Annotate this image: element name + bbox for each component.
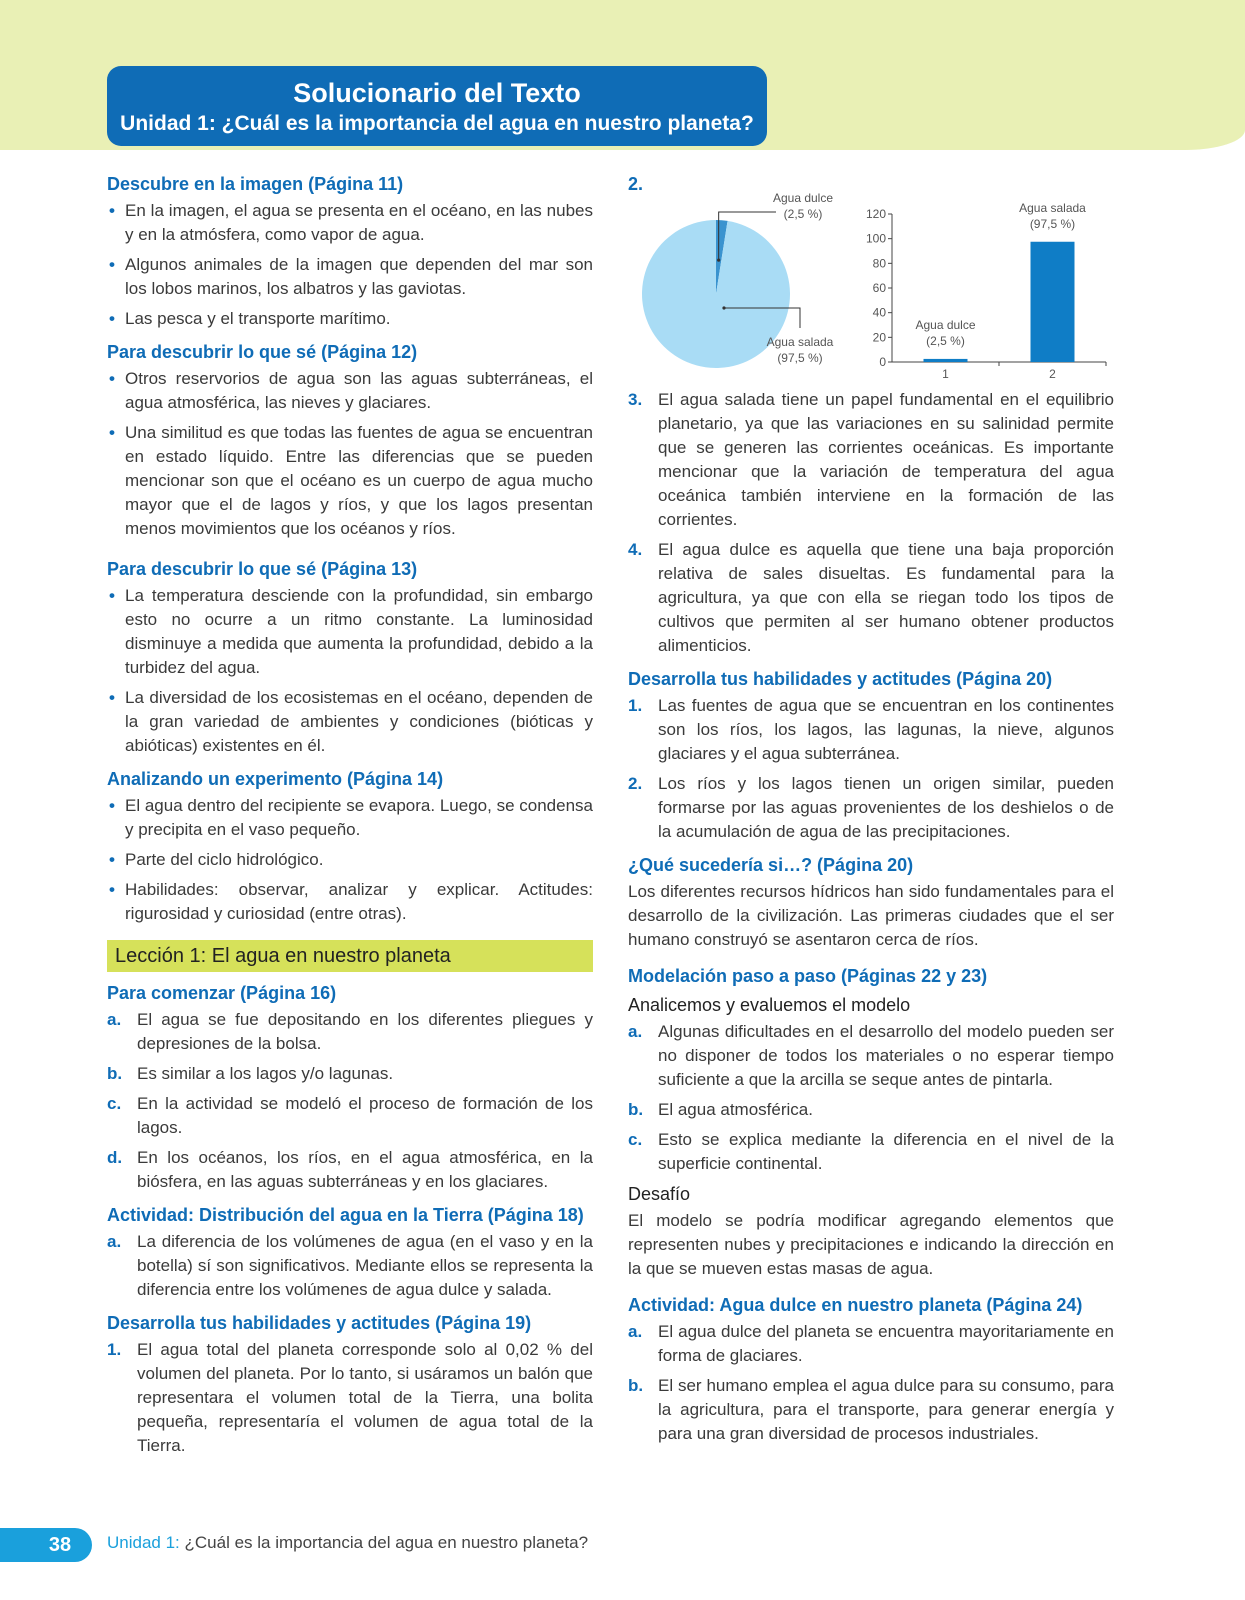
bullet-list: [107, 794, 593, 926]
item-text: Algunas dificultades en el desarrollo del modelo pueden ser no disponer de todos los materiales o no esperar tiempo suficiente a que la arcilla se seque antes de pintarla.: [658, 1022, 1114, 1089]
section-heading: ¿Qué sucedería si…? (Página 20): [628, 855, 914, 875]
item-text: El agua total del planeta corresponde solo al 0,02 % del volumen del planeta. Por lo tanto, si usáramos un balón que representara el volumen total de la Tierra, una bolita pequeña, representaría el volumen de agua total de la Tierra.: [137, 1340, 593, 1455]
section-heading: Descubre en la imagen (Página 11): [107, 174, 404, 194]
page-number: 38: [0, 1528, 92, 1562]
item-text: En los océanos, los ríos, en el agua atmosférica, en la biósfera, en las aguas subterráneas y en los glaciares.: [137, 1148, 593, 1191]
pie-label: (2,5 %): [783, 207, 823, 221]
section-heading: Desarrolla tus habilidades y actitudes (Página 20): [628, 669, 1053, 689]
x-tick-label: 2: [1049, 367, 1056, 381]
item-marker: a.: [628, 1322, 643, 1341]
title-box: [107, 66, 767, 146]
page-title: Solucionario del Texto: [293, 78, 581, 108]
item-text: En la actividad se modeló el proceso de formación de los lagos.: [137, 1094, 593, 1137]
item-text: Esto se explica mediante la diferencia en el nivel de la superficie continental.: [658, 1130, 1114, 1173]
enumerated-list: [628, 1320, 1114, 1446]
list-item: [107, 1338, 593, 1458]
y-tick-label: 40: [872, 305, 886, 320]
list-item: [107, 1062, 593, 1086]
enumerated-list: [628, 1020, 1114, 1176]
bar-data-label: Agua dulce: [915, 317, 976, 332]
list-item: [628, 1320, 1114, 1368]
enumerated-list: [107, 1230, 593, 1302]
desafio-title: Desafío: [628, 1184, 691, 1204]
y-tick-label: 60: [872, 281, 886, 295]
list-item: [107, 1230, 593, 1302]
right-column: [628, 172, 1114, 1452]
pie-chart: [642, 191, 834, 368]
section-heading: Para descubrir lo que sé (Página 12): [107, 342, 418, 362]
item-marker: 1.: [628, 696, 643, 715]
list-item: [628, 1098, 1114, 1122]
list-item: • En la imagen, el agua se presenta en el océano, en las nubes y en la atmósfera, como vapor de agua.: [107, 199, 593, 247]
charts-svg: [628, 178, 1114, 388]
enumerated-list: [628, 694, 1114, 844]
list-item: [628, 1374, 1114, 1446]
list-item: [628, 538, 1114, 658]
subheading: Analicemos y evaluemos el modelo: [628, 995, 911, 1015]
page-footer: [0, 1528, 1245, 1562]
bar-data-label: (97,5 %): [1029, 216, 1076, 231]
item-marker: a.: [628, 1022, 643, 1041]
enumerated-list: [107, 1008, 593, 1194]
lesson-title-bar: Lección 1: El agua en nuestro planeta: [107, 940, 593, 972]
list-item: [628, 772, 1114, 844]
water-distribution-charts: [628, 172, 1114, 388]
enumerated-list: [107, 1338, 593, 1458]
item-text: El agua atmosférica.: [658, 1100, 813, 1119]
bar-2: [1031, 242, 1075, 362]
footer-unit: Unidad 1:: [107, 1533, 180, 1552]
y-tick-label: 80: [872, 256, 886, 271]
left-column: [107, 172, 593, 1464]
list-item: [107, 1008, 593, 1056]
section-heading: Para descubrir lo que sé (Página 13): [107, 559, 418, 579]
item-marker: 4.: [628, 540, 643, 559]
list-item: • El agua dentro del recipiente se evapora. Luego, se condensa y precipita en el vaso pequeño.: [107, 794, 593, 842]
item-text: El agua dulce es aquella que tiene una baja proporción relativa de sales disueltas. Es fundamental para la agricultura, ya que con ella se riegan todo los tipos de cultivos que permiten al ser humano obtener productos alimenticios.: [658, 540, 1114, 655]
bullet-list: [107, 199, 593, 331]
item-marker: 2.: [628, 174, 644, 194]
item-text: Las fuentes de agua que se encuentran en los continentes son los ríos, los lagos, las lagunas, la nieve, algunos glaciares y el agua subterránea.: [658, 696, 1114, 763]
item-marker: a.: [107, 1232, 122, 1251]
section-heading: Actividad: Distribución del agua en la Tierra (Página 18): [107, 1205, 584, 1225]
pie-leader-dot: [722, 306, 725, 309]
item-marker: 3.: [628, 390, 643, 409]
bar-1: [924, 359, 968, 362]
item-marker: c.: [628, 1130, 643, 1149]
page-subtitle: Unidad 1: ¿Cuál es la importancia del agua en nuestro planeta?: [120, 112, 754, 135]
pie-label: Agua salada: [766, 335, 834, 349]
bullet-list: [107, 584, 593, 758]
y-tick-label: 20: [872, 330, 886, 345]
list-item: • Parte del ciclo hidrológico.: [107, 848, 593, 872]
item-marker: 1.: [107, 1340, 122, 1359]
section-heading: Desarrolla tus habilidades y actitudes (Página 19): [107, 1313, 532, 1333]
paragraph: Los diferentes recursos hídricos han sido fundamentales para el desarrollo de la civilización. Las primeras ciudades que el ser humano construyó se asentaron cerca de ríos.: [628, 882, 1114, 949]
item-text: El agua dulce del planeta se encuentra mayoritariamente en forma de glaciares.: [658, 1322, 1114, 1365]
list-item: • La temperatura desciende con la profundidad, sin embargo esto no ocurre a un ritmo constante. La luminosidad disminuye a medida que aumenta la profundidad, debido a la turbidez del agua.: [107, 584, 593, 680]
pie-label: Agua dulce: [772, 191, 834, 205]
list-item: [628, 388, 1114, 532]
list-item: • Habilidades: observar, analizar y explicar. Actitudes: rigurosidad y curiosidad (entre otras).: [107, 878, 593, 926]
item-text: El agua salada tiene un papel fundamental en el equilibrio planetario, ya que las variaciones en su salinidad permite que se generen las corrientes oceánicas. Es importante mencionar que la variación de temperatura del agua oceánica también interviene en la formación de las corrientes.: [658, 390, 1114, 529]
footer-title: ¿Cuál es la importancia del agua en nuestro planeta?: [179, 1533, 589, 1552]
enumerated-list: [628, 388, 1114, 658]
item-marker: a.: [107, 1010, 122, 1029]
item-marker: c.: [107, 1094, 122, 1113]
list-item: [107, 1146, 593, 1194]
bar-chart: [866, 201, 1106, 381]
item-text: El ser humano emplea el agua dulce para su consumo, para la agricultura, para el transporte, para generar energía y para una gran diversidad de procesos industriales.: [658, 1376, 1114, 1443]
section-heading: Para comenzar (Página 16): [107, 983, 337, 1003]
item-marker: d.: [107, 1148, 123, 1167]
section-heading: Modelación paso a paso (Páginas 22 y 23): [628, 966, 988, 986]
pie-label: (97,5 %): [777, 351, 823, 365]
list-item: [628, 694, 1114, 766]
section-heading: Actividad: Agua dulce en nuestro planeta (Página 24): [628, 1295, 1083, 1315]
paragraph: El modelo se podría modificar agregando elementos que representen nubes y precipitaciones e indicando la dirección en la que se mueven estas masas de agua.: [628, 1211, 1114, 1278]
list-item: [628, 1128, 1114, 1176]
bullet-list: [107, 367, 593, 541]
bar-data-label: Agua salada: [1019, 200, 1086, 215]
y-tick-label: 100: [865, 231, 886, 246]
pie-leader-dot: [717, 259, 720, 262]
item-marker: b.: [628, 1100, 644, 1119]
x-tick-label: 1: [942, 367, 949, 381]
list-item: [628, 1020, 1114, 1092]
bar-data-label: (2,5 %): [926, 333, 965, 348]
list-item: • Una similitud es que todas las fuentes de agua se encuentran en estado líquido. Entre las diferencias que se pueden mencionar son que el océano es un cuerpo de agua mucho mayor que el de lagos y ríos, y que los lagos presentan menos movimientos que los océanos y ríos.: [107, 421, 593, 541]
list-item: • Las pesca y el transporte marítimo.: [107, 307, 593, 331]
item-marker: b.: [628, 1376, 644, 1395]
list-item: • Algunos animales de la imagen que dependen del mar son los lobos marinos, los albatros y las gaviotas.: [107, 253, 593, 301]
y-tick-label: 0: [879, 355, 886, 369]
item-text: El agua se fue depositando en los diferentes pliegues y depresiones de la bolsa.: [137, 1010, 593, 1053]
item-text: Es similar a los lagos y/o lagunas.: [137, 1064, 394, 1083]
footer-text: [107, 1533, 588, 1553]
item-marker: b.: [107, 1064, 123, 1083]
item-marker: 2.: [628, 774, 643, 793]
item-text: La diferencia de los volúmenes de agua (en el vaso y en la botella) sí son significativos. Mediante ellos se representa la diferencia entre los volúmenes de agua dulce y salada.: [137, 1232, 593, 1299]
y-tick-label: 120: [865, 207, 886, 221]
list-item: • Otros reservorios de agua son las aguas subterráneas, el agua atmosférica, las nieves y glaciares.: [107, 367, 593, 415]
section-heading: Analizando un experimento (Página 14): [107, 769, 444, 789]
item-text: Los ríos y los lagos tienen un origen similar, pueden formarse por las aguas provenientes de los deshielos o de la acumulación de agua de las precipitaciones.: [658, 774, 1114, 841]
list-item: • La diversidad de los ecosistemas en el océano, dependen de la gran variedad de ambientes y condiciones (bióticas y abióticas) existentes en él.: [107, 686, 593, 758]
list-item: [107, 1092, 593, 1140]
